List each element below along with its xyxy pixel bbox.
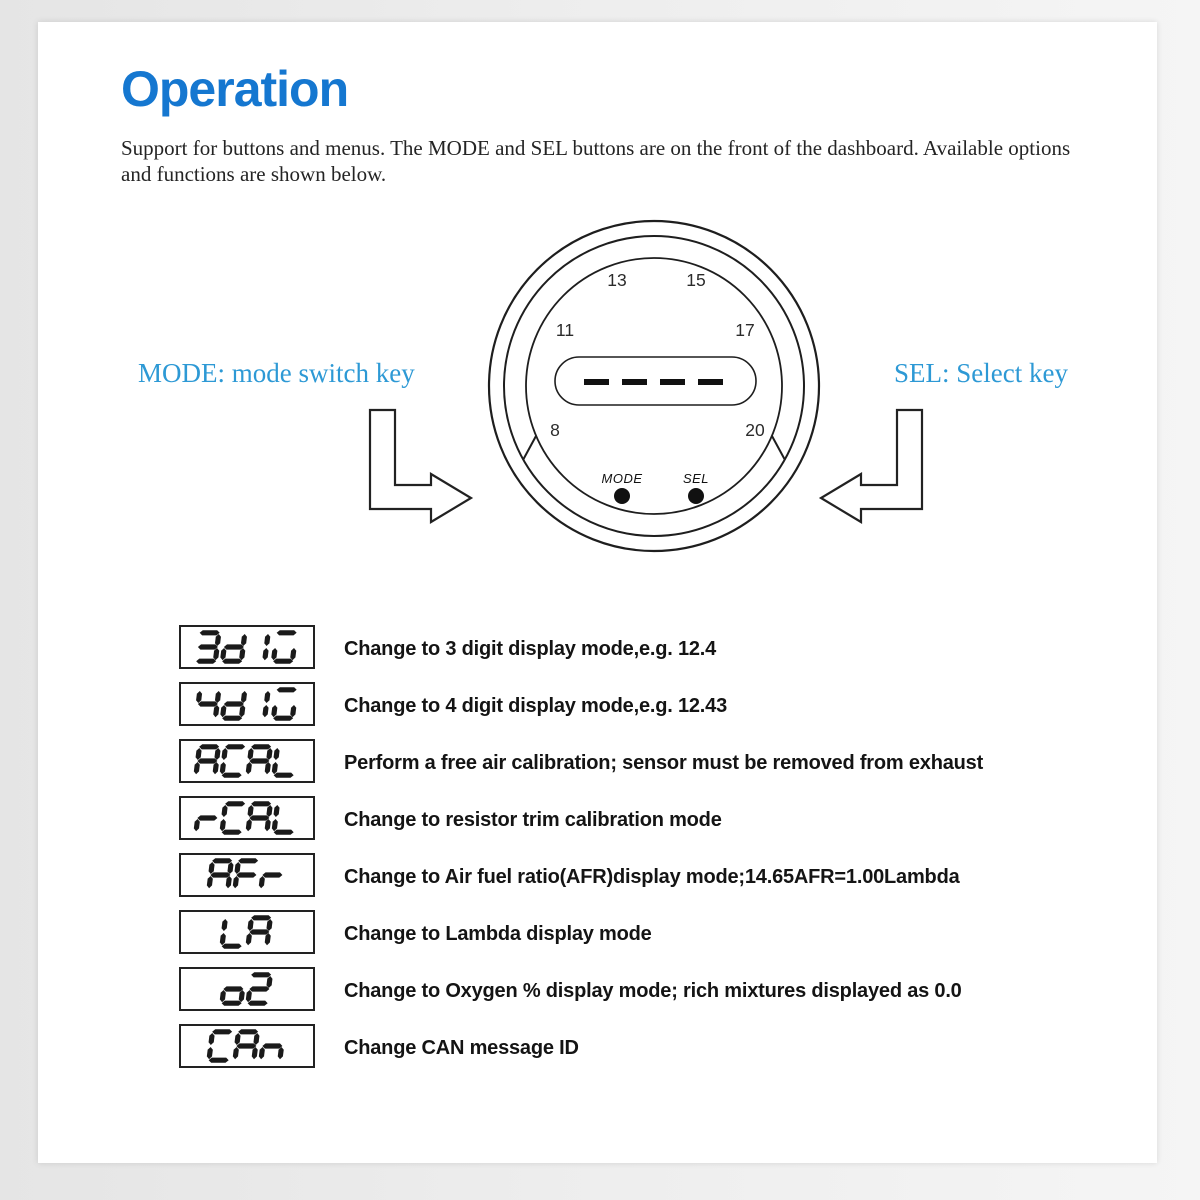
segment-display-3dig bbox=[179, 625, 315, 669]
mode-description: Change to Air fuel ratio(AFR)display mode;14.65AFR=1.00Lambda bbox=[344, 866, 960, 888]
mode-row bbox=[179, 796, 983, 840]
mode-row bbox=[179, 910, 983, 954]
page-title: Operation bbox=[121, 61, 349, 117]
segment-display-4dig bbox=[179, 682, 315, 726]
mode-description: Change to resistor trim calibration mode bbox=[344, 809, 722, 831]
mode-row bbox=[179, 625, 983, 669]
segment-display-rcal bbox=[179, 796, 315, 840]
intro-line-1: Support for buttons and menus. The MODE and SEL buttons are on the front of the dashboard. Available options bbox=[121, 136, 1071, 160]
segment-display-la bbox=[179, 910, 315, 954]
segment-display-can bbox=[179, 1024, 315, 1068]
mode-description: Change to 3 digit display mode,e.g. 12.4 bbox=[344, 638, 717, 660]
mode-button-label: MODE bbox=[601, 471, 643, 486]
tick-label-15: 15 bbox=[686, 270, 706, 290]
mode-row bbox=[179, 682, 983, 726]
display-dashes bbox=[584, 379, 723, 385]
mode-description: Change to Lambda display mode bbox=[344, 923, 652, 945]
mode-row bbox=[179, 739, 983, 783]
sel-button-label: SEL bbox=[682, 471, 710, 486]
segment-display-acal bbox=[179, 739, 315, 783]
page-sheet bbox=[38, 22, 1157, 1163]
mode-row bbox=[179, 967, 983, 1011]
mode-row bbox=[179, 1024, 983, 1068]
segment-display-o2 bbox=[179, 967, 315, 1011]
mode-description: Change CAN message ID bbox=[344, 1037, 579, 1059]
callout-arrows bbox=[358, 400, 938, 535]
tick-label-11: 11 bbox=[555, 320, 575, 340]
tick-label-8: 8 bbox=[550, 420, 560, 440]
sel-arrow-icon bbox=[821, 410, 922, 522]
mode-callout-label: MODE: mode switch key bbox=[138, 358, 415, 388]
mode-description: Change to Oxygen % display mode; rich mixtures displayed as 0.0 bbox=[344, 980, 962, 1002]
intro-line-2: and functions are shown below. bbox=[121, 162, 387, 187]
tick-label-17: 17 bbox=[735, 320, 755, 340]
segment-display-afr bbox=[179, 853, 315, 897]
tick-label-20: 20 bbox=[745, 420, 765, 440]
mode-list bbox=[179, 625, 983, 1081]
mode-description: Change to 4 digit display mode,e.g. 12.43 bbox=[344, 695, 728, 717]
mode-arrow-icon bbox=[370, 410, 471, 522]
tick-label-13: 13 bbox=[607, 270, 627, 290]
intro-text bbox=[121, 135, 1181, 187]
sel-callout-label: SEL: Select key bbox=[894, 358, 1068, 388]
mode-row bbox=[179, 853, 983, 897]
mode-description: Perform a free air calibration; sensor must be removed from exhaust bbox=[344, 752, 984, 774]
